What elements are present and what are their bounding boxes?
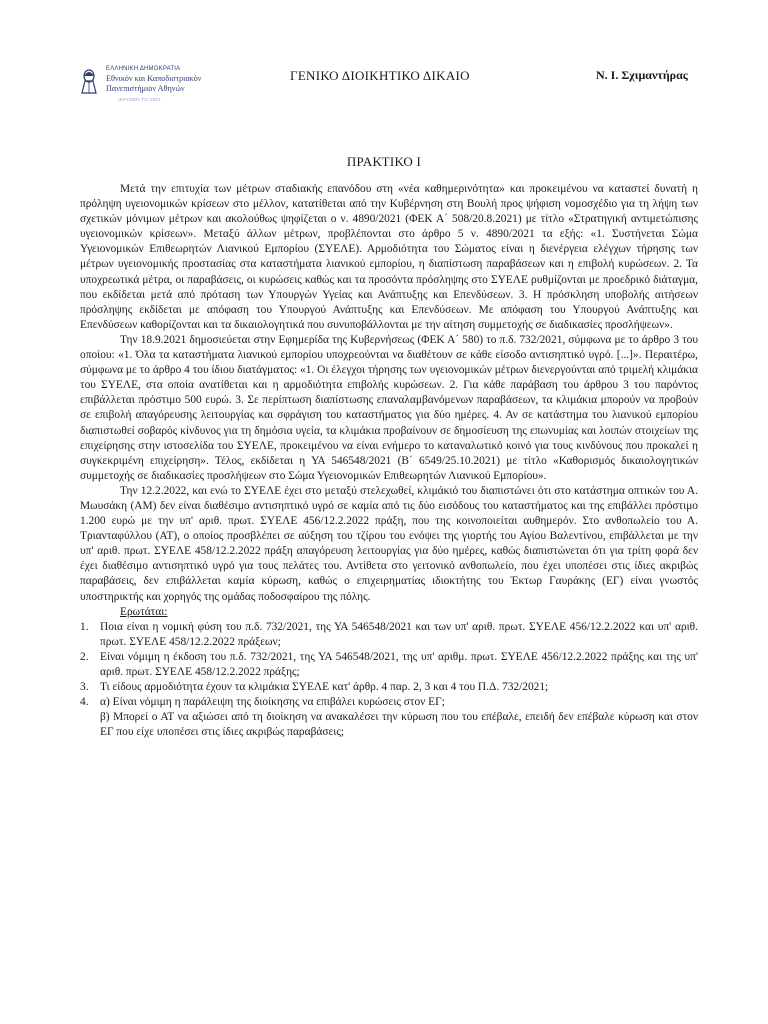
- question-number: 1.: [80, 620, 89, 633]
- university-logo: [78, 66, 202, 108]
- logo-line-2: Εθνικόν και Καποδιστριακόν: [106, 74, 202, 83]
- question-number: 2.: [80, 650, 89, 663]
- question-text: Ποια είναι η νομική φύση του π.δ. 732/2021, της ΥΑ 546548/2021 και των υπ' αριθ. πρωτ. ΣΥΕΛΕ 456/12.2.2022 και υπ' αριθ. πρωτ. ΣΥΕΛΕ 458/12.2.2022 πράξεων;: [100, 620, 698, 648]
- question-text: Τι είδους αρμοδιότητα έχουν τα κλιμάκια ΣΥΕΛΕ κατ' άρθρ. 4 παρ. 2, 3 και 4 του Π.Δ. 732/2021;: [100, 681, 549, 694]
- author-name: Ν. Ι. Σχιμαντήρας: [596, 68, 688, 82]
- question-text: α) Είναι νόμιμη η παράλειψη της διοίκησης να επιβάλει κυρώσεις στον ΕΓ;: [100, 696, 445, 709]
- question-number: 3.: [80, 681, 89, 694]
- list-item: [80, 680, 698, 695]
- list-item: [80, 695, 698, 740]
- list-item: [80, 650, 698, 680]
- athena-seal-icon: [78, 68, 100, 94]
- paragraph: Την 12.2.2022, και ενώ το ΣΥΕΛΕ έχει στο μεταξύ στελεχωθεί, κλιμάκιό του διαπιστώνει ότι στο κατάστημα οπτικών του Α. Μωυσάκη (ΑΜ) δεν είναι διαθέσιμο αντισηπτικό υγρό σε καμία από τις δύο εισόδους του καταστήματος και της επιβάλλει πρόστιμο 1.200 ευρώ με την υπ' αριθ. πρωτ. ΣΥΕΛΕ 456/12.2.2022 πράξη, που της κοινοποιείται αυθημερόν. Στο ανθοπωλείο του Α. Τριανταφύλλου (ΑΤ), ο οποίος προσβλέπει σε αύξηση του τζίρου του ενόψει της γιορτής του Αγίου Βαλεντίνου, επιβάλλεται με την υπ' αριθ. πρωτ. ΣΥΕΛΕ 458/12.2.2022 πράξη απαγόρευση λειτουργίας για δύο ημέρες, καθώς διαπιστώνεται ότι για τρίτη φορά δεν έχει διαθέσιμο αντισηπτικό υγρό για τους πελάτες του. Αντίθετα στο γειτονικό ανθοπωλείο, που έχει υποπέσει στις ίδιες ακριβώς παραβάσεις, δεν επιβάλλεται καμία κύρωση, καθώς ο επιχειρηματίας ιδιοκτήτης του Έκτωρ Γαυράκης (ΕΓ) είναι γνωστός υποστηρικτής και χορηγός της ομάδας ποδοσφαίρου της πόλης.: [80, 484, 698, 603]
- questions-heading: Ερωτάται:: [120, 605, 168, 618]
- logo-line-1: ΕΛΛΗΝΙΚΗ ΔΗΜΟΚΡΑΤΙΑ: [106, 66, 181, 72]
- logo-line-3: Πανεπιστήμιον Αθηνών: [106, 84, 185, 93]
- list-item: [80, 620, 698, 650]
- question-subpart: β) Μπορεί ο ΑΤ να αξιώσει από τη διοίκηση να ανακαλέσει την κύρωση που του επέβαλε, επειδή δεν επέβαλε κύρωση και στον ΕΓ που είχε υποπέσει στις ίδιες ακριβώς παραβάσεις;: [100, 711, 698, 739]
- paragraph: Μετά την επιτυχία των μέτρων σταδιακής επανόδου στη «νέα καθημερινότητα» και προκειμένου να καταστεί δυνατή η πρόληψη υγειονομικών κρίσεων στο μέλλον, κατατίθεται από την Κυβέρνηση στη Βουλή προς ψήφιση νομοσχέδιο για τη λήψη των σχετικών μόνιμων μέτρων και ακολούθως ψηφίζεται ο ν. 4890/2021 (ΦΕΚ Α΄ 508/20.8.2021) με τίτλο «Στρατηγική αντιμετώπισης υγειονομικών κρίσεων». Μεταξύ άλλων μέτρων, προβλέπονται στο άρθρο 5 ν. 4890/2021 τα εξής: «1. Συστήνεται Σώμα Υγειονομικών Επιθεωρητών Λιανικού Εμπορίου (ΣΥΕΛΕ). Αρμοδιότητα του Σώματος είναι η διενέργεια ελέγχων τήρησης των μέτρων υγειονομικής προστασίας στα καταστήματα λιανικού εμπορίου, η διαπίστωση παραβάσεων και η επιβολή κυρώσεων. 2. Τα υποχρεωτικά μέτρα, οι παραβάσεις, οι κυρώσεις καθώς και τα προσόντα πρόσληψης στο ΣΥΕΛΕ ρυθμίζονται με προεδρικό διάταγμα, που εκδίδεται μετά από πρόταση των Υπουργών Υγείας και Ανάπτυξης και Επενδύσεων. 3. Η πρόσκληση υποβολής αιτήσεων πρόσληψης εκδίδεται με απόφαση του Υπουργού Ανάπτυξης και Επενδύσεων. Με απόφαση του Υπουργού Ανάπτυξης και Επενδύσεων καθορίζονται και τα δικαιολογητικά που συνυποβάλλονται με την αίτηση συμμετοχής σε διαδικασίες προσλήψεων».: [80, 183, 698, 331]
- question-text: Είναι νόμιμη η έκδοση του π.δ. 732/2021, της ΥΑ 546548/2021, της υπ' αριθμ. πρωτ. ΣΥΕΛΕ 456/12.2.2022 πράξης και της υπ' αριθ. πρωτ. ΣΥΕΛΕ 458/12.2.2022 πράξης;: [100, 650, 698, 678]
- logo-line-4: ΙΔΡΥΘΕΝ ΤΟ 1837: [118, 97, 161, 102]
- page-title: ΠΡΑΚΤΙΚΟ Ι: [346, 154, 422, 169]
- question-number: 4.: [80, 696, 89, 709]
- course-title: ΓΕΝΙΚΟ ΔΙΟΙΚΗΤΙΚΟ ΔΙΚΑΙΟ: [290, 68, 470, 83]
- paragraph: Την 18.9.2021 δημοσιεύεται στην Εφημερίδα της Κυβερνήσεως (ΦΕΚ Α΄ 580) το π.δ. 732/2021, σύμφωνα με το άρθρο 3 του οποίου: «1. Όλα τα καταστήματα λιανικού εμπορίου υποχρεούνται να διαθέτουν σε κάθε είσοδο αντισηπτικό υγρό. [...]». Περαιτέρω, σύμφωνα με το άρθρο 4 του ίδιου διατάγματος: «1. Οι έλεγχοι τήρησης των υγειονομικών μέτρων διενεργούνται από τριμελή κλιμάκια του ΣΥΕΛΕ, στα οποία ανατίθεται και η αρμοδιότητα επιβολής κυρώσεων. 2. Για κάθε παράβαση του άρθρου 3 του παρόντος επιβάλλεται πρόστιμο 500 ευρώ. 3. Σε περίπτωση διαπίστωσης επαναλαμβανόμενων παραβάσεων, τα κλιμάκια μπορούν να προβούν σε επιβολή απαγόρευσης λειτουργίας και σφράγιση του καταστήματος για δύο ημέρες. 4. Αν σε κατάστημα του λιανικού εμπορίου διαπιστωθεί σοβαρός κίνδυνος για τη δημόσια υγεία, τα κλιμάκια προβαίνουν σε δημοσίευση της επωνυμίας και λοιπών στοιχείων της επιχείρησης στην ιστοσελίδα του ΣΥΕΛΕ, προκειμένου να είναι ενήμερο το καταναλωτικό κοινό για τους κινδύνους που προκαλεί η συγκεκριμένη επιχείρηση». Τέλος, εκδίδεται η ΥΑ 546548/2021 (Β΄ 6549/25.10.2021) με τίτλο «Καθορισμός δικαιολογητικών συμμετοχής σε διαδικασίες προσλήψεων στο Σώμα Υγειονομικών Επιθεωρητών Λιανικού Εμπορίου».: [80, 333, 698, 482]
- document-body: [80, 182, 698, 740]
- questions-list: [80, 620, 698, 741]
